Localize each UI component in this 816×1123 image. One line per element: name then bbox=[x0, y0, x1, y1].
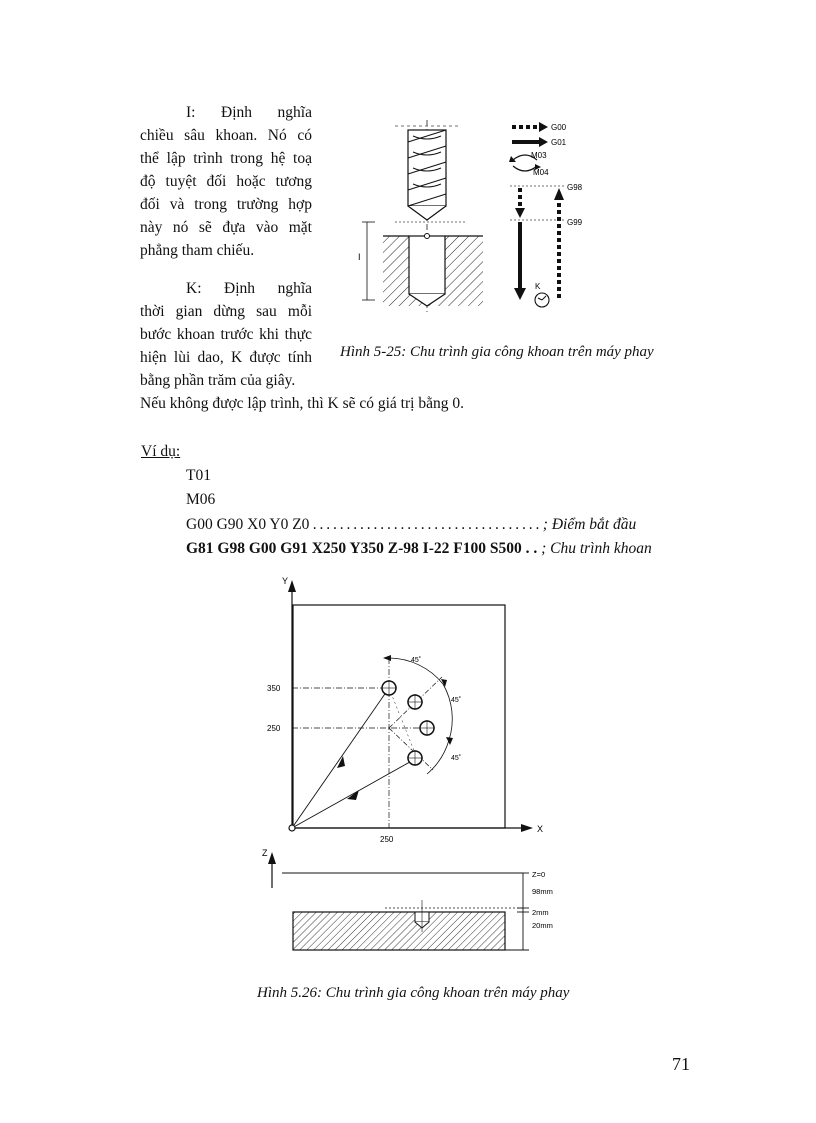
drill-bit bbox=[408, 130, 446, 220]
workpiece-section bbox=[293, 912, 505, 950]
code-line-3 bbox=[186, 516, 636, 534]
angle-label-1: 45˚ bbox=[411, 657, 422, 664]
i-dimension-label: I bbox=[358, 252, 361, 262]
rapid-up-arrow bbox=[554, 188, 564, 298]
figure-5-26-caption: Hình 5.26: Chu trình gia công khoan trên máy phay bbox=[257, 985, 570, 1001]
angle-label-3: 45˚ bbox=[451, 755, 462, 762]
path-line-2 bbox=[292, 758, 417, 828]
y-250-label: 250 bbox=[267, 724, 281, 733]
figure-5-25 bbox=[355, 112, 605, 322]
legend-g00 bbox=[512, 122, 567, 132]
definition-i bbox=[140, 101, 312, 262]
x-250-label: 250 bbox=[380, 835, 394, 844]
depth-98-label: 98mm bbox=[532, 887, 553, 896]
text-line: phẳng tham chiếu. bbox=[140, 242, 255, 259]
g99-label: G99 bbox=[567, 218, 583, 227]
code: G00 G90 X0 Y0 Z0 bbox=[186, 516, 310, 533]
code: G81 G98 G00 G91 X250 Y350 Z-98 I-22 F100 S500 . . bbox=[186, 540, 538, 557]
workpiece-hole bbox=[383, 236, 483, 306]
z0-label: Z=0 bbox=[532, 870, 546, 879]
text-line: I: Định nghĩa bbox=[186, 104, 312, 121]
text-line: hiện lùi dao, K được tính bbox=[140, 349, 312, 366]
text-line: thể lập trình trong hệ toạ bbox=[140, 150, 312, 167]
text-line: chiều sâu khoan. Nó có bbox=[140, 127, 312, 144]
text-line: bằng phần trăm của giây. bbox=[140, 372, 296, 389]
text-line: thời gian dừng sau mỗi bbox=[140, 303, 312, 320]
svg-text:M04: M04 bbox=[533, 168, 549, 177]
closing-sentence: Nếu không được lập trình, thì K sẽ có giá trị bằng 0. bbox=[140, 395, 464, 412]
path-line-1 bbox=[292, 688, 389, 828]
z-axis-label: Z bbox=[262, 848, 268, 858]
dot-leader: . . . . . . . . . . . . . . . . . . . . . . . . . . . . . . . . . . bbox=[309, 516, 539, 533]
comment: ; Điểm bắt đầu bbox=[538, 516, 637, 533]
comment: ; Chu trình khoan bbox=[541, 540, 652, 557]
figure-5-25-caption: Hình 5-25: Chu trình gia công khoan trên máy phay bbox=[340, 344, 654, 360]
hole-2 bbox=[407, 694, 423, 710]
origin-point bbox=[289, 825, 295, 831]
y-axis-label: Y bbox=[282, 576, 289, 586]
hole-4 bbox=[407, 750, 423, 766]
legend-g01 bbox=[512, 137, 567, 147]
svg-text:K: K bbox=[535, 282, 541, 291]
example-heading: Ví dụ: bbox=[141, 443, 181, 460]
x-axis-label: X bbox=[537, 824, 544, 834]
code-line-1: T01 bbox=[186, 467, 211, 484]
text-line: này nó sẽ đựa vào mặt bbox=[140, 219, 312, 236]
svg-text:M03: M03 bbox=[531, 151, 547, 160]
depth-20-label: 20mm bbox=[532, 921, 553, 930]
legend-m03 bbox=[509, 151, 547, 162]
page-number: 71 bbox=[672, 1054, 690, 1074]
code-line-4 bbox=[186, 540, 652, 558]
depth-2-label: 2mm bbox=[532, 908, 549, 917]
code-line-2: M06 bbox=[186, 491, 216, 508]
rapid-down-arrow bbox=[515, 188, 525, 218]
workpiece-plate bbox=[293, 605, 505, 828]
angle-label-2: 45˚ bbox=[451, 697, 462, 704]
svg-text:G00: G00 bbox=[551, 123, 567, 132]
text-line: bước khoan trước khi thực bbox=[140, 326, 312, 343]
hole-3 bbox=[419, 720, 435, 736]
svg-text:G01: G01 bbox=[551, 138, 567, 147]
text-line: đối và trong trường hợp bbox=[140, 196, 312, 213]
g98-label: G98 bbox=[567, 183, 583, 192]
legend-m04 bbox=[513, 164, 549, 177]
feed-down-arrow bbox=[514, 222, 526, 300]
figure-5-26 bbox=[255, 570, 575, 970]
y-350-label: 350 bbox=[267, 684, 281, 693]
definition-k bbox=[140, 277, 312, 392]
hole-1 bbox=[381, 680, 397, 696]
dwell-clock-icon bbox=[535, 282, 549, 307]
text-line: độ tuyệt đối hoặc tương bbox=[140, 173, 312, 190]
text-line: K: Định nghĩa bbox=[186, 280, 312, 297]
